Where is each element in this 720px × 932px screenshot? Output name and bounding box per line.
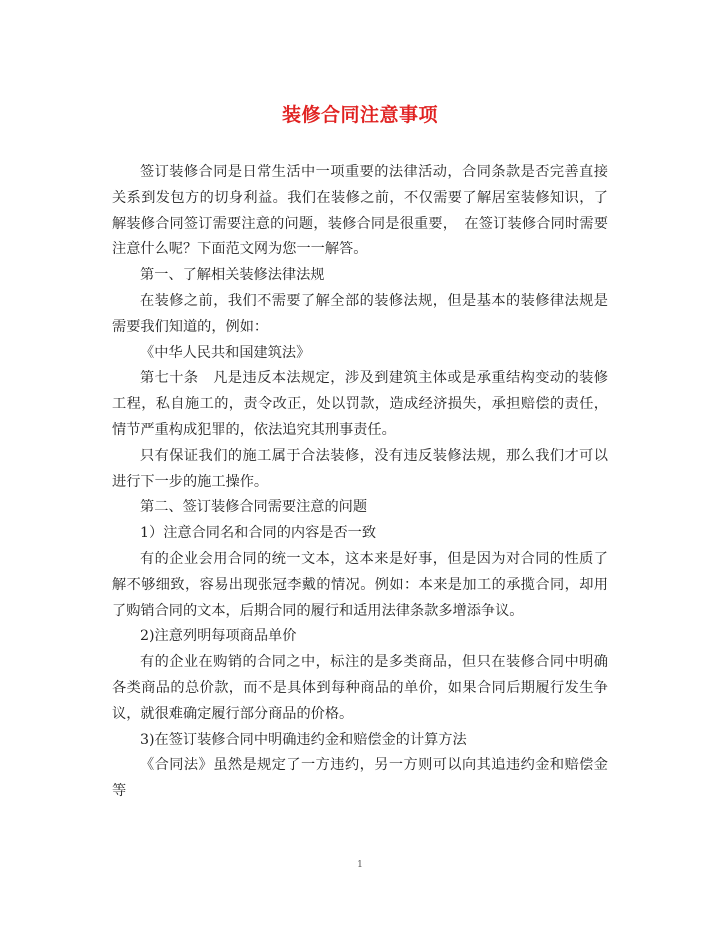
section-heading-1: 第一、了解相关装修法律法规 (140, 267, 325, 284)
document-title: 装修合同注意事项 (281, 104, 438, 126)
subheading-2: 2)注意列明每项商品单价 (140, 628, 297, 645)
law-article: 第七十条 凡是违反本法规定，涉及到建筑主体或是承重结构变动的装修工程，私自施工的，责令改正，处以罚款，造成经济损失，承担赔偿的责任，情节严重构成犯罪的，依法追究其刑事责任。 (112, 370, 608, 438)
page-number: 1 (357, 860, 363, 870)
paragraph: 《合同法》虽然是规定了一方违约，另一方则可以向其追违约金和赔偿金等 (112, 757, 608, 800)
paragraph: 有的企业会用合同的统一文本，这本来是好事，但是因为对合同的性质了解不够细致，容易出现张冠李戴的情况。例如：本来是加工的承揽合同，却用了购销合同的文本，后期合同的履行和适用法律条款多增添争议。 (112, 550, 608, 619)
paragraph: 有的企业在购销的合同之中，标注的是多类商品，但只在装修合同中明确各类商品的总价款，而不是具体到每种商品的单价，如果合同后期履行发生争议，就很难确定履行部分商品的价格。 (112, 654, 608, 722)
law-title: 《中华人民共和国建筑法》 (140, 344, 311, 361)
section-heading-2: 第二、签订装修合同需要注意的问题 (140, 499, 368, 516)
document-body (112, 160, 608, 805)
paragraph: 在装修之前，我们不需要了解全部的装修法规，但是基本的装修律法规是需要我们知道的，例如： (112, 292, 608, 335)
subheading-1: 1）注意合同名和合同的内容是否一致 (140, 525, 377, 542)
paragraph: 只有保证我们的施工属于合法装修，没有违反装修法规，那么我们才可以进行下一步的施工操作。 (112, 447, 608, 490)
subheading-3: 3)在签订装修合同中明确违约金和赔偿金的计算方法 (140, 731, 467, 748)
paragraph-intro: 签订装修合同是日常生活中一项重要的法律活动，合同条款是否完善直接关系到发包方的切身利益。我们在装修之前，不仅需要了解居室装修知识，了解装修合同签订需要注意的问题，装修合同是很重要， 在签订装修合同时需要注意什么呢？下面范文网为您一一解答。 (112, 164, 608, 258)
